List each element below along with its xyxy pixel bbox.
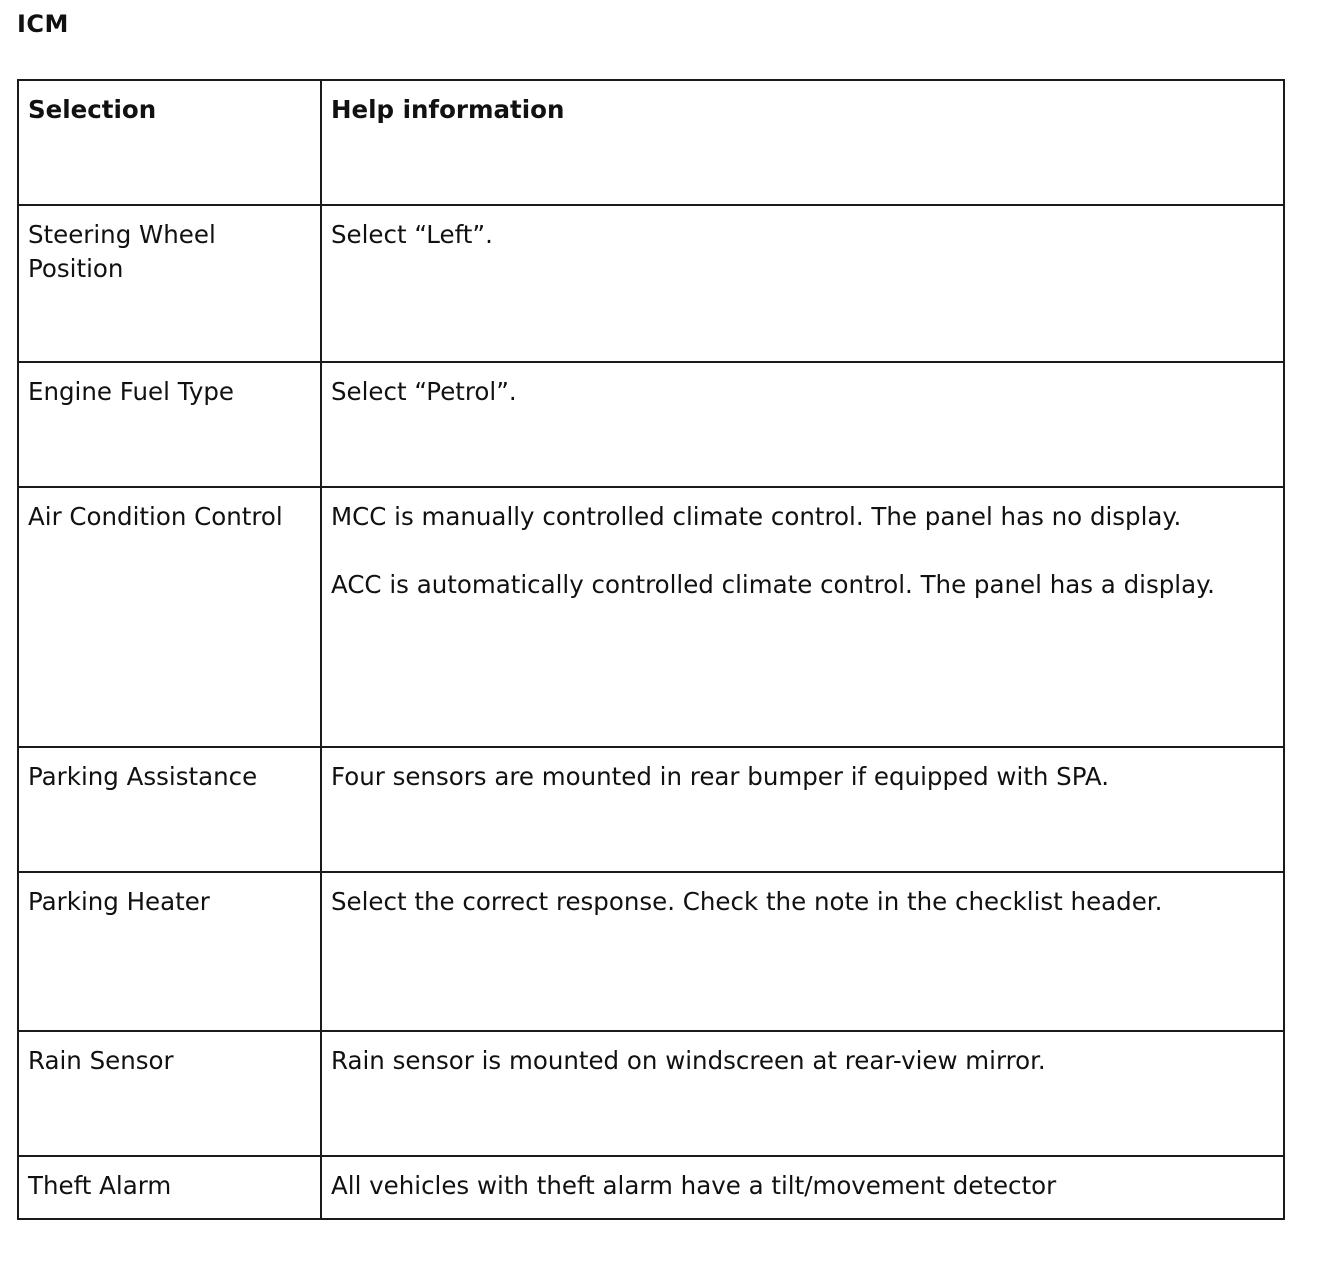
table-row [18,487,1284,747]
selection-cell: Parking Assistance [18,747,321,872]
help-cell [321,747,1284,872]
column-header-selection: Selection [18,80,321,205]
help-cell [321,487,1284,747]
table-header-row [18,80,1284,205]
help-cell [321,1031,1284,1156]
table-row [18,205,1284,362]
table-row [18,362,1284,487]
help-text: Rain sensor is mounted on windscreen at rear-view mirror. [331,1046,1046,1075]
help-text: Four sensors are mounted in rear bumper if equipped with SPA. [331,762,1110,791]
selection-cell: Steering Wheel Position [18,205,321,362]
table-row [18,747,1284,872]
selection-cell: Parking Heater [18,872,321,1031]
column-header-help: Help information [321,80,1284,205]
help-text: Select “Petrol”. [331,377,517,406]
help-text: Select “Left”. [331,220,493,249]
table-row [18,1031,1284,1156]
page-title: ICM [17,10,69,38]
help-table [17,79,1285,1220]
help-text: Select the correct response. Check the note in the checklist header. [331,887,1163,916]
selection-cell: Air Condition Control [18,487,321,747]
help-cell [321,362,1284,487]
help-cell [321,872,1284,1031]
help-text: MCC is manually controlled climate control. The panel has no display. [331,502,1182,531]
selection-cell: Theft Alarm [18,1156,321,1219]
selection-cell: Engine Fuel Type [18,362,321,487]
help-text: ACC is automatically controlled climate control. The panel has a display. [331,570,1215,599]
help-cell [321,1156,1284,1219]
help-text: All vehicles with theft alarm have a tilt/movement detector [331,1171,1057,1200]
selection-cell: Rain Sensor [18,1031,321,1156]
table-row [18,1156,1284,1219]
help-cell [321,205,1284,362]
table-row [18,872,1284,1031]
